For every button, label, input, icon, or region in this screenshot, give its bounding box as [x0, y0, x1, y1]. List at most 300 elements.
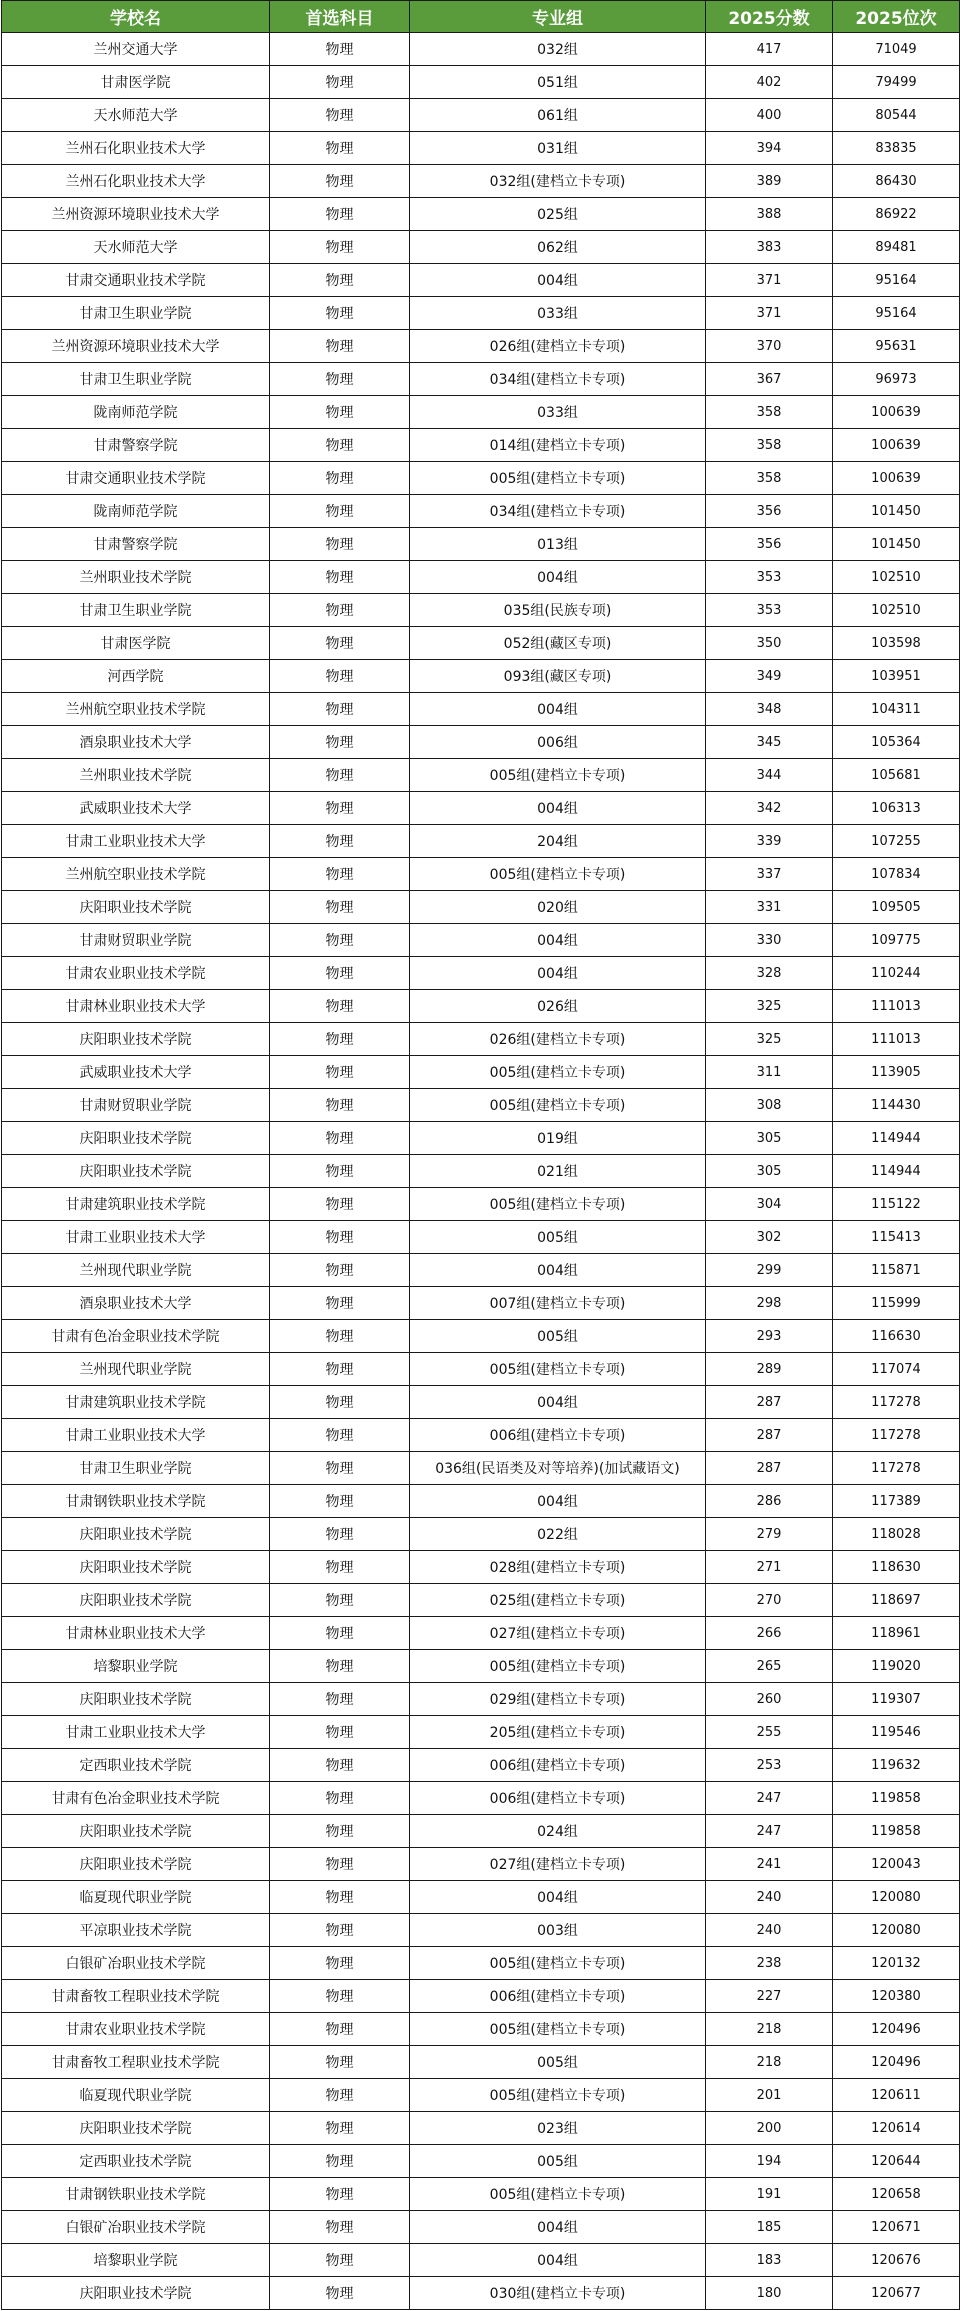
subject-cell: 物理 — [270, 561, 410, 594]
table-row — [2, 1980, 960, 2013]
table-row — [2, 1221, 960, 1254]
school-cell: 甘肃卫生职业学院 — [2, 363, 270, 396]
school-cell: 甘肃畜牧工程职业技术学院 — [2, 1980, 270, 2013]
school-cell: 甘肃工业职业技术大学 — [2, 825, 270, 858]
subject-cell: 物理 — [270, 429, 410, 462]
rank-cell: 119632 — [833, 1749, 960, 1782]
subject-cell: 物理 — [270, 2178, 410, 2211]
rank-cell: 120496 — [833, 2046, 960, 2079]
group-cell: 033组 — [410, 396, 706, 429]
group-cell: 033组 — [410, 297, 706, 330]
school-cell: 庆阳职业技术学院 — [2, 1155, 270, 1188]
school-cell: 庆阳职业技术学院 — [2, 2112, 270, 2145]
school-cell: 庆阳职业技术学院 — [2, 1683, 270, 1716]
group-cell: 005组(建档立卡专项) — [410, 2178, 706, 2211]
table-row — [2, 363, 960, 396]
group-cell: 034组(建档立卡专项) — [410, 363, 706, 396]
score-cell: 271 — [706, 1551, 833, 1584]
score-cell: 218 — [706, 2046, 833, 2079]
group-cell: 024组 — [410, 1815, 706, 1848]
score-cell: 287 — [706, 1452, 833, 1485]
school-cell: 庆阳职业技术学院 — [2, 1551, 270, 1584]
score-cell: 200 — [706, 2112, 833, 2145]
school-cell: 甘肃财贸职业学院 — [2, 924, 270, 957]
subject-cell: 物理 — [270, 2046, 410, 2079]
subject-cell: 物理 — [270, 792, 410, 825]
table-row — [2, 1386, 960, 1419]
rank-cell: 120677 — [833, 2277, 960, 2310]
table-row — [2, 2046, 960, 2079]
school-cell: 庆阳职业技术学院 — [2, 1023, 270, 1056]
subject-cell: 物理 — [270, 1980, 410, 2013]
rank-cell: 86430 — [833, 165, 960, 198]
subject-cell: 物理 — [270, 891, 410, 924]
rank-cell: 120043 — [833, 1848, 960, 1881]
school-cell: 武威职业技术大学 — [2, 792, 270, 825]
rank-cell: 100639 — [833, 396, 960, 429]
table-row — [2, 561, 960, 594]
score-cell: 247 — [706, 1815, 833, 1848]
rank-cell: 115413 — [833, 1221, 960, 1254]
score-cell: 325 — [706, 1023, 833, 1056]
score-cell: 299 — [706, 1254, 833, 1287]
score-cell: 356 — [706, 495, 833, 528]
table-row — [2, 396, 960, 429]
table-row — [2, 2145, 960, 2178]
rank-cell: 119858 — [833, 1815, 960, 1848]
subject-cell: 物理 — [270, 1551, 410, 1584]
header-school: 学校名 — [2, 1, 270, 33]
table-row — [2, 792, 960, 825]
table-row — [2, 495, 960, 528]
group-cell: 005组(建档立卡专项) — [410, 1188, 706, 1221]
subject-cell: 物理 — [270, 957, 410, 990]
subject-cell: 物理 — [270, 1617, 410, 1650]
score-cell: 337 — [706, 858, 833, 891]
subject-cell: 物理 — [270, 2079, 410, 2112]
table-row — [2, 693, 960, 726]
score-cell: 345 — [706, 726, 833, 759]
score-cell: 417 — [706, 33, 833, 66]
group-cell: 006组 — [410, 726, 706, 759]
score-cell: 328 — [706, 957, 833, 990]
rank-cell: 120676 — [833, 2244, 960, 2277]
subject-cell: 物理 — [270, 1386, 410, 1419]
school-cell: 甘肃钢铁职业技术学院 — [2, 1485, 270, 1518]
header-row — [2, 1, 960, 33]
table-row — [2, 1353, 960, 1386]
subject-cell: 物理 — [270, 1650, 410, 1683]
group-cell: 031组 — [410, 132, 706, 165]
table-row — [2, 1650, 960, 1683]
table-row — [2, 1254, 960, 1287]
subject-cell: 物理 — [270, 1287, 410, 1320]
rank-cell: 120658 — [833, 2178, 960, 2211]
header-subject: 首选科目 — [270, 1, 410, 33]
subject-cell: 物理 — [270, 330, 410, 363]
school-cell: 武威职业技术大学 — [2, 1056, 270, 1089]
group-cell: 004组 — [410, 693, 706, 726]
group-cell: 005组(建档立卡专项) — [410, 759, 706, 792]
rank-cell: 120080 — [833, 1881, 960, 1914]
rank-cell: 109775 — [833, 924, 960, 957]
rank-cell: 110244 — [833, 957, 960, 990]
group-cell: 004组 — [410, 2244, 706, 2277]
subject-cell: 物理 — [270, 2277, 410, 2310]
table-row — [2, 2211, 960, 2244]
table-row — [2, 1551, 960, 1584]
subject-cell: 物理 — [270, 1089, 410, 1122]
table-row — [2, 1188, 960, 1221]
subject-cell: 物理 — [270, 924, 410, 957]
subject-cell: 物理 — [270, 2244, 410, 2277]
subject-cell: 物理 — [270, 1056, 410, 1089]
rank-cell: 111013 — [833, 1023, 960, 1056]
school-cell: 定西职业技术学院 — [2, 1749, 270, 1782]
score-cell: 191 — [706, 2178, 833, 2211]
group-cell: 027组(建档立卡专项) — [410, 1617, 706, 1650]
rank-cell: 114430 — [833, 1089, 960, 1122]
score-cell: 185 — [706, 2211, 833, 2244]
group-cell: 006组(建档立卡专项) — [410, 1782, 706, 1815]
rank-cell: 117278 — [833, 1386, 960, 1419]
rank-cell: 95164 — [833, 264, 960, 297]
school-cell: 兰州交通大学 — [2, 33, 270, 66]
group-cell: 005组(建档立卡专项) — [410, 1089, 706, 1122]
group-cell: 005组(建档立卡专项) — [410, 858, 706, 891]
school-cell: 河西学院 — [2, 660, 270, 693]
school-cell: 甘肃农业职业技术学院 — [2, 957, 270, 990]
group-cell: 062组 — [410, 231, 706, 264]
table-row — [2, 1122, 960, 1155]
group-cell: 023组 — [410, 2112, 706, 2145]
subject-cell: 物理 — [270, 198, 410, 231]
score-cell: 402 — [706, 66, 833, 99]
group-cell: 026组(建档立卡专项) — [410, 1023, 706, 1056]
group-cell: 061组 — [410, 99, 706, 132]
subject-cell: 物理 — [270, 495, 410, 528]
rank-cell: 118697 — [833, 1584, 960, 1617]
school-cell: 庆阳职业技术学院 — [2, 891, 270, 924]
group-cell: 006组(建档立卡专项) — [410, 1419, 706, 1452]
subject-cell: 物理 — [270, 1188, 410, 1221]
group-cell: 005组(建档立卡专项) — [410, 1056, 706, 1089]
school-cell: 庆阳职业技术学院 — [2, 2277, 270, 2310]
table-row — [2, 825, 960, 858]
rank-cell: 86922 — [833, 198, 960, 231]
table-row — [2, 891, 960, 924]
table-row — [2, 165, 960, 198]
rank-cell: 107255 — [833, 825, 960, 858]
subject-cell: 物理 — [270, 990, 410, 1023]
table-row — [2, 330, 960, 363]
school-cell: 庆阳职业技术学院 — [2, 1848, 270, 1881]
school-cell: 庆阳职业技术学院 — [2, 1122, 270, 1155]
rank-cell: 101450 — [833, 528, 960, 561]
table-row — [2, 1023, 960, 1056]
table-row — [2, 1452, 960, 1485]
school-cell: 甘肃财贸职业学院 — [2, 1089, 270, 1122]
rank-cell: 111013 — [833, 990, 960, 1023]
school-cell: 甘肃工业职业技术大学 — [2, 1419, 270, 1452]
group-cell: 004组 — [410, 561, 706, 594]
subject-cell: 物理 — [270, 33, 410, 66]
rank-cell: 79499 — [833, 66, 960, 99]
score-cell: 240 — [706, 1914, 833, 1947]
score-cell: 308 — [706, 1089, 833, 1122]
score-cell: 389 — [706, 165, 833, 198]
rank-cell: 102510 — [833, 561, 960, 594]
group-cell: 032组 — [410, 33, 706, 66]
subject-cell: 物理 — [270, 1914, 410, 1947]
score-cell: 253 — [706, 1749, 833, 1782]
table-row — [2, 660, 960, 693]
rank-cell: 119020 — [833, 1650, 960, 1683]
score-cell: 287 — [706, 1419, 833, 1452]
group-cell: 007组(建档立卡专项) — [410, 1287, 706, 1320]
school-cell: 甘肃工业职业技术大学 — [2, 1716, 270, 1749]
rank-cell: 114944 — [833, 1122, 960, 1155]
score-cell: 367 — [706, 363, 833, 396]
rank-cell: 115122 — [833, 1188, 960, 1221]
school-cell: 甘肃卫生职业学院 — [2, 1452, 270, 1485]
school-cell: 甘肃农业职业技术学院 — [2, 2013, 270, 2046]
subject-cell: 物理 — [270, 99, 410, 132]
table-row — [2, 924, 960, 957]
table-row — [2, 1881, 960, 1914]
school-cell: 临夏现代职业学院 — [2, 1881, 270, 1914]
school-cell: 兰州资源环境职业技术大学 — [2, 330, 270, 363]
subject-cell: 物理 — [270, 1122, 410, 1155]
table-row — [2, 858, 960, 891]
score-cell: 183 — [706, 2244, 833, 2277]
score-cell: 305 — [706, 1122, 833, 1155]
group-cell: 014组(建档立卡专项) — [410, 429, 706, 462]
rank-cell: 105364 — [833, 726, 960, 759]
group-cell: 034组(建档立卡专项) — [410, 495, 706, 528]
table-row — [2, 2277, 960, 2310]
table-body — [2, 33, 960, 2310]
group-cell: 005组(建档立卡专项) — [410, 2013, 706, 2046]
subject-cell: 物理 — [270, 66, 410, 99]
school-cell: 甘肃卫生职业学院 — [2, 297, 270, 330]
school-cell: 兰州现代职业学院 — [2, 1254, 270, 1287]
group-cell: 022组 — [410, 1518, 706, 1551]
score-cell: 218 — [706, 2013, 833, 2046]
score-cell: 240 — [706, 1881, 833, 1914]
school-cell: 兰州资源环境职业技术大学 — [2, 198, 270, 231]
school-cell: 甘肃林业职业技术大学 — [2, 990, 270, 1023]
subject-cell: 物理 — [270, 2013, 410, 2046]
rank-cell: 120080 — [833, 1914, 960, 1947]
group-cell: 005组 — [410, 2046, 706, 2079]
table-row — [2, 2112, 960, 2145]
subject-cell: 物理 — [270, 2211, 410, 2244]
score-cell: 370 — [706, 330, 833, 363]
table-row — [2, 132, 960, 165]
admission-score-table — [1, 0, 960, 2310]
school-cell: 甘肃有色冶金职业技术学院 — [2, 1320, 270, 1353]
table-row — [2, 627, 960, 660]
group-cell: 005组(建档立卡专项) — [410, 1353, 706, 1386]
group-cell: 004组 — [410, 1254, 706, 1287]
group-cell: 004组 — [410, 957, 706, 990]
subject-cell: 物理 — [270, 1782, 410, 1815]
group-cell: 004组 — [410, 1881, 706, 1914]
subject-cell: 物理 — [270, 2112, 410, 2145]
score-cell: 358 — [706, 462, 833, 495]
table-row — [2, 2013, 960, 2046]
rank-cell: 120380 — [833, 1980, 960, 2013]
score-cell: 331 — [706, 891, 833, 924]
group-cell: 005组(建档立卡专项) — [410, 1650, 706, 1683]
table-row — [2, 231, 960, 264]
school-cell: 庆阳职业技术学院 — [2, 1815, 270, 1848]
score-cell: 286 — [706, 1485, 833, 1518]
school-cell: 兰州现代职业学院 — [2, 1353, 270, 1386]
subject-cell: 物理 — [270, 1815, 410, 1848]
rank-cell: 120614 — [833, 2112, 960, 2145]
table-row — [2, 1155, 960, 1188]
score-cell: 265 — [706, 1650, 833, 1683]
score-cell: 260 — [706, 1683, 833, 1716]
rank-cell: 118961 — [833, 1617, 960, 1650]
score-cell: 330 — [706, 924, 833, 957]
score-cell: 201 — [706, 2079, 833, 2112]
school-cell: 酒泉职业技术大学 — [2, 1287, 270, 1320]
group-cell: 020组 — [410, 891, 706, 924]
school-cell: 兰州石化职业技术大学 — [2, 165, 270, 198]
subject-cell: 物理 — [270, 132, 410, 165]
school-cell: 临夏现代职业学院 — [2, 2079, 270, 2112]
subject-cell: 物理 — [270, 858, 410, 891]
table-row — [2, 198, 960, 231]
score-cell: 293 — [706, 1320, 833, 1353]
table-row — [2, 99, 960, 132]
rank-cell: 80544 — [833, 99, 960, 132]
table-row — [2, 1089, 960, 1122]
school-cell: 甘肃畜牧工程职业技术学院 — [2, 2046, 270, 2079]
score-cell: 287 — [706, 1386, 833, 1419]
score-cell: 289 — [706, 1353, 833, 1386]
rank-cell: 120611 — [833, 2079, 960, 2112]
subject-cell: 物理 — [270, 1254, 410, 1287]
table-row — [2, 1419, 960, 1452]
subject-cell: 物理 — [270, 1716, 410, 1749]
rank-cell: 113905 — [833, 1056, 960, 1089]
rank-cell: 115999 — [833, 1287, 960, 1320]
group-cell: 005组 — [410, 1221, 706, 1254]
score-cell: 371 — [706, 264, 833, 297]
school-cell: 兰州石化职业技术大学 — [2, 132, 270, 165]
score-cell: 227 — [706, 1980, 833, 2013]
subject-cell: 物理 — [270, 1947, 410, 1980]
school-cell: 庆阳职业技术学院 — [2, 1518, 270, 1551]
group-cell: 004组 — [410, 924, 706, 957]
school-cell: 甘肃医学院 — [2, 627, 270, 660]
group-cell: 013组 — [410, 528, 706, 561]
group-cell: 005组(建档立卡专项) — [410, 462, 706, 495]
rank-cell: 102510 — [833, 594, 960, 627]
score-cell: 247 — [706, 1782, 833, 1815]
score-cell: 304 — [706, 1188, 833, 1221]
table-row — [2, 2178, 960, 2211]
table-row — [2, 1584, 960, 1617]
score-cell: 180 — [706, 2277, 833, 2310]
group-cell: 029组(建档立卡专项) — [410, 1683, 706, 1716]
rank-cell: 83835 — [833, 132, 960, 165]
subject-cell: 物理 — [270, 1584, 410, 1617]
subject-cell: 物理 — [270, 693, 410, 726]
table-row — [2, 264, 960, 297]
rank-cell: 104311 — [833, 693, 960, 726]
subject-cell: 物理 — [270, 1155, 410, 1188]
school-cell: 甘肃警察学院 — [2, 429, 270, 462]
rank-cell: 120644 — [833, 2145, 960, 2178]
header-rank: 2025位次 — [833, 1, 960, 33]
school-cell: 甘肃交通职业技术学院 — [2, 462, 270, 495]
school-cell: 白银矿冶职业技术学院 — [2, 2211, 270, 2244]
rank-cell: 89481 — [833, 231, 960, 264]
rank-cell: 120671 — [833, 2211, 960, 2244]
school-cell: 天水师范大学 — [2, 99, 270, 132]
table-row — [2, 1617, 960, 1650]
score-cell: 305 — [706, 1155, 833, 1188]
table-row — [2, 1518, 960, 1551]
group-cell: 006组(建档立卡专项) — [410, 1749, 706, 1782]
school-cell: 兰州航空职业技术学院 — [2, 858, 270, 891]
rank-cell: 118630 — [833, 1551, 960, 1584]
subject-cell: 物理 — [270, 726, 410, 759]
rank-cell: 106313 — [833, 792, 960, 825]
subject-cell: 物理 — [270, 1023, 410, 1056]
school-cell: 白银矿冶职业技术学院 — [2, 1947, 270, 1980]
subject-cell: 物理 — [270, 396, 410, 429]
group-cell: 004组 — [410, 264, 706, 297]
table-row — [2, 1848, 960, 1881]
table-row — [2, 66, 960, 99]
score-cell: 383 — [706, 231, 833, 264]
table-row — [2, 2244, 960, 2277]
rank-cell: 119307 — [833, 1683, 960, 1716]
subject-cell: 物理 — [270, 1221, 410, 1254]
table-row — [2, 1485, 960, 1518]
subject-cell: 物理 — [270, 264, 410, 297]
table-row — [2, 957, 960, 990]
group-cell: 027组(建档立卡专项) — [410, 1848, 706, 1881]
rank-cell: 101450 — [833, 495, 960, 528]
subject-cell: 物理 — [270, 1452, 410, 1485]
table-row — [2, 1320, 960, 1353]
group-cell: 030组(建档立卡专项) — [410, 2277, 706, 2310]
score-cell: 371 — [706, 297, 833, 330]
rank-cell: 119546 — [833, 1716, 960, 1749]
table-row — [2, 594, 960, 627]
subject-cell: 物理 — [270, 594, 410, 627]
table-row — [2, 297, 960, 330]
table-row — [2, 33, 960, 66]
subject-cell: 物理 — [270, 231, 410, 264]
subject-cell: 物理 — [270, 1683, 410, 1716]
subject-cell: 物理 — [270, 1353, 410, 1386]
score-cell: 358 — [706, 396, 833, 429]
group-cell: 005组(建档立卡专项) — [410, 1947, 706, 1980]
rank-cell: 109505 — [833, 891, 960, 924]
rank-cell: 103598 — [833, 627, 960, 660]
school-cell: 陇南师范学院 — [2, 396, 270, 429]
group-cell: 035组(民族专项) — [410, 594, 706, 627]
table-row — [2, 1056, 960, 1089]
